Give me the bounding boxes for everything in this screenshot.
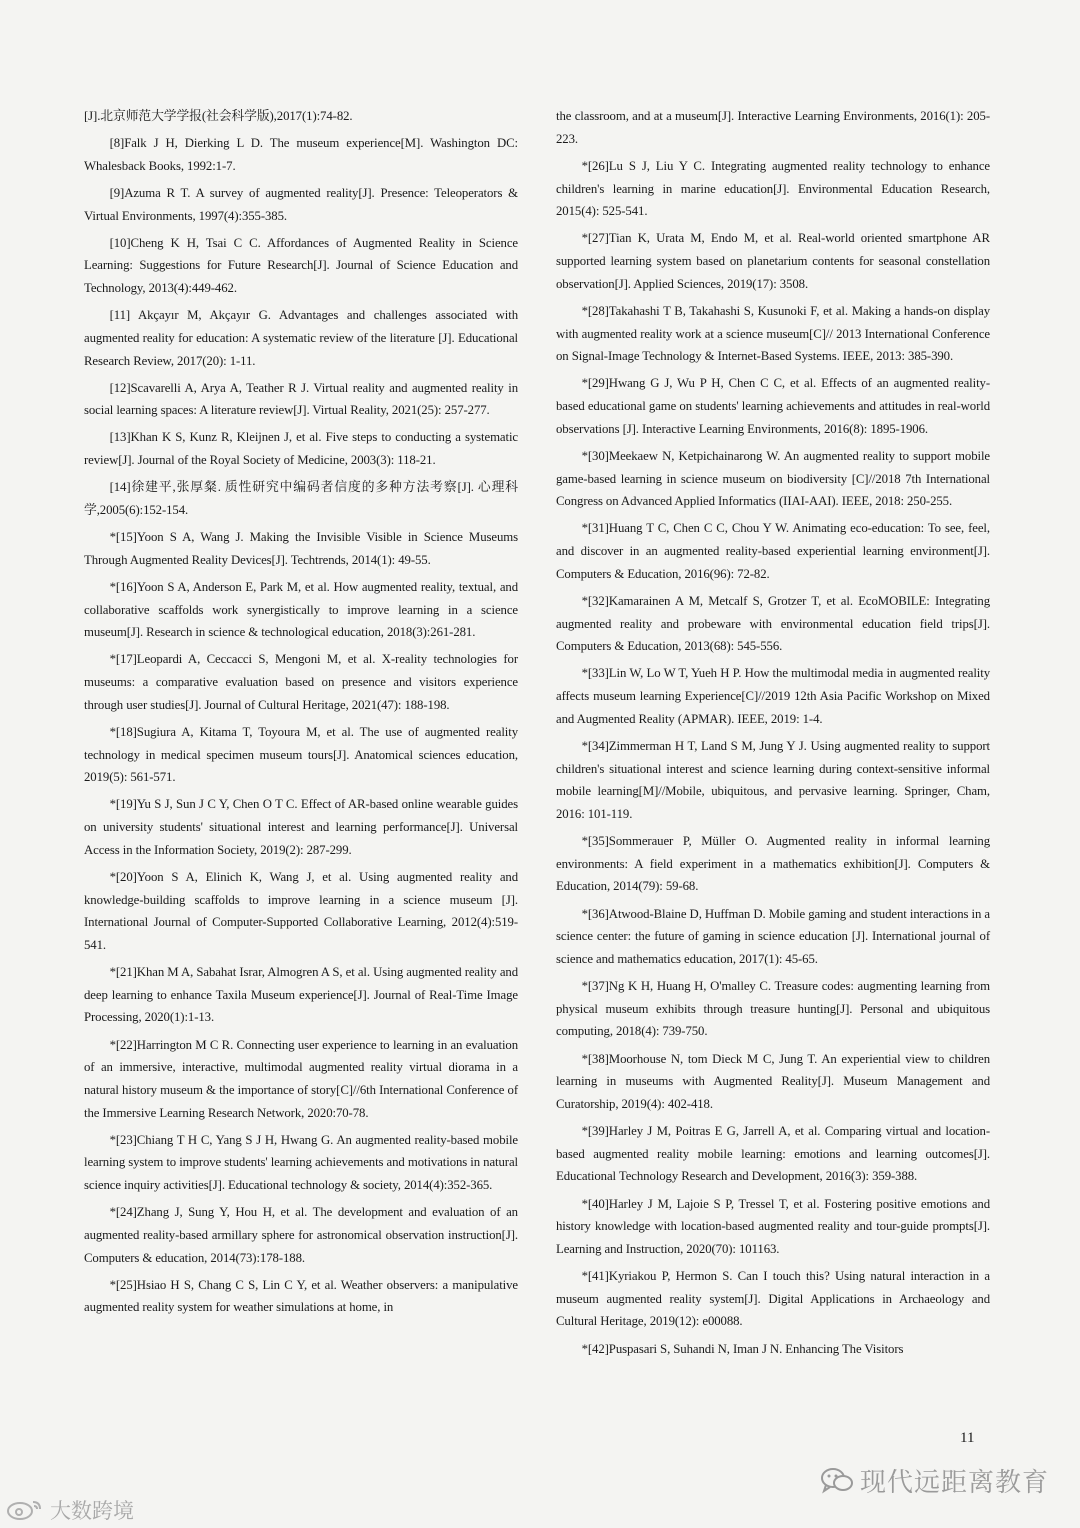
- watermark-account-name: 现代远距离教育: [860, 1468, 1050, 1498]
- reference-entry: [8]Falk J H, Dierking L D. The museum experience[M]. Washington DC: Whalesback Books, 1992:1-7.: [84, 136, 518, 173]
- reference-entry: [14]徐建平,张厚粲. 质性研究中编码者信度的多种方法考察[J]. 心理科学,2005(6):152-154.: [84, 480, 518, 517]
- reference-entry: *[18]Sugiura A, Kitama T, Toyoura M, et al. The use of augmented reality technology in medical specimen museum tours[J]. Anatomical sciences education, 2019(5): 561-571.: [84, 724, 518, 785]
- reference-entry: *[29]Hwang G J, Wu P H, Chen C C, et al. Effects of an augmented reality-based educational game on students' learning achievements and attitudes in real-world observations [J]. Interactive Learning Environments, 2016(8): 1895-1906.: [556, 376, 990, 436]
- reference-entry: *[36]Atwood-Blaine D, Huffman D. Mobile gaming and student interactions in a science center: the future of gaming in science education [J]. International journal of science and mathematics education, 2017(1): 45-65.: [556, 906, 990, 966]
- reference-entry: *[35]Sommerauer P, Müller O. Augmented reality in informal learning environments: A field experiment in a mathematics exhibition[J]. Computers & Education, 2014(79): 59-68.: [556, 834, 990, 894]
- reference-entry: *[33]Lin W, Lo W T, Yueh H P. How the multimodal media in augmented reality affects museum learning Experience[C]//2019 12th Asia Pacific Workshop on Mixed and Augmented Reality (APMAR). IEEE, 2019: 1-4.: [556, 666, 990, 726]
- reference-entry: *[38]Moorhouse N, tom Dieck M C, Jung T. An experiential view to children learning in museums with Augmented Reality[J]. Museum Management and Curatorship, 2019(4): 402-418.: [556, 1051, 990, 1111]
- watermark-weibo: [6, 1495, 134, 1525]
- reference-entry: *[27]Tian K, Urata M, Endo M, et al. Real-world oriented smartphone AR supported learning system based on planetarium contents for seasonal constellation observation[J]. Applied Sciences, 2019(17): 3508.: [556, 231, 990, 291]
- reference-entry: *[31]Huang T C, Chen C C, Chou Y W. Animating eco-education: To see, feel, and discover in an augmented reality-based experiential learning environment[J]. Computers & Education, 2016(96): 72-82.: [556, 521, 990, 581]
- reference-entry: *[30]Meekaew N, Ketpichainarong W. An augmented reality to support mobile game-based learning in science museum on biodiversity [C]//2018 7th International Congress on Advanced Applied Informatics (IIAI-AAI). IEEE, 2018: 250-255.: [556, 448, 990, 509]
- watermark-brand: 大数跨境: [50, 1499, 134, 1523]
- reference-continuation: the classroom, and at a museum[J]. Interactive Learning Environments, 2016(1): 205-223.: [556, 109, 990, 146]
- reference-entry: [11] Akçayır M, Akçayır G. Advantages and challenges associated with augmented reality for education: A systematic review of the literature [J]. Educational Research Review, 2017(20): 1-11.: [84, 308, 518, 368]
- reference-entry: *[26]Lu S J, Liu Y C. Integrating augmented reality technology to enhance children's learning in marine education[J]. Environmental Education Research, 2015(4): 525-541.: [556, 158, 990, 219]
- reference-entry: [12]Scavarelli A, Arya A, Teather R J. Virtual reality and augmented reality in social learning spaces: A literature review[J]. Virtual Reality, 2021(25): 257-277.: [84, 380, 518, 418]
- wechat-icon: [820, 1467, 854, 1495]
- reference-entry: [9]Azuma R T. A survey of augmented reality[J]. Presence: Teleoperators & Virtual Environments, 1997(4):355-385.: [84, 185, 518, 223]
- reference-entry: *[19]Yu S J, Sun J C Y, Chen O T C. Effect of AR-based online wearable guides on university students' situational interest and learning performance[J]. Universal Access in the Information Society, 2019(2): 287-299.: [84, 797, 518, 857]
- reference-entry: *[40]Harley J M, Lajoie S P, Tressel T, et al. Fostering positive emotions and history knowledge with location-based augmented reality and tour-guide prompts[J]. Learning and Instruction, 2020(70): 101163.: [556, 1196, 990, 1256]
- reference-entry: *[16]Yoon S A, Anderson E, Park M, et al. How augmented reality, textual, and collaborative scaffolds work synergistically to improve learning in a science museum[J]. Research in science & technological education, 2018(3):261-281.: [84, 579, 518, 640]
- reference-entry: *[37]Ng K H, Huang H, O'malley C. Treasure codes: augmenting learning from physical museum exhibits through treasure hunting[J]. Personal and ubiquitous computing, 2018(4): 739-750.: [556, 979, 990, 1039]
- reference-entry: *[20]Yoon S A, Elinich K, Wang J, et al. Using augmented reality and knowledge-building scaffolds to improve learning in a science museum [J]. International Journal of Computer-Supported Collaborative Learning, 2012(4):519-541.: [84, 869, 518, 952]
- reference-entry: *[15]Yoon S A, Wang J. Making the Invisible Visible in Science Museums Through Augmented Reality Devices[J]. Techtrends, 2014(1): 49-55.: [84, 530, 518, 567]
- reference-entry: *[32]Kamarainen A M, Metcalf S, Grotzer T, et al. EcoMOBILE: Integrating augmented reality and probeware with environmental education field trips[J]. Computers & Education, 2013(68): 545-556.: [556, 593, 990, 654]
- reference-entry: *[17]Leopardi A, Ceccacci S, Mengoni M, et al. X-reality technologies for museums: a comparative evaluation based on presence and visitors experience through user studies[J]. Journal of Cultural Heritage, 2021(47): 188-198.: [84, 652, 518, 712]
- reference-entry: [10]Cheng K H, Tsai C C. Affordances of Augmented Reality in Science Learning: Suggestions for Future Research[J]. Journal of Science Education and Technology, 2013(4):449-462.: [84, 235, 518, 296]
- page-number: 11: [960, 1430, 975, 1446]
- reference-entry: [13]Khan K S, Kunz R, Kleijnen J, et al. Five steps to conducting a systematic review[J]. Journal of the Royal Society of Medicine, 2003(3): 118-21.: [84, 430, 518, 468]
- reference-entry: *[34]Zimmerman H T, Land S M, Jung Y J. Using augmented reality to support children's situational interest and science learning during context-sensitive informal mobile learning[M]//Mobile, ubiquitous, and pervasive learning. Springer, Cham, 2016: 101-119.: [556, 738, 990, 821]
- weibo-icon: [6, 1498, 46, 1522]
- reference-entry: *[25]Hsiao H S, Chang C S, Lin C Y, et al. Weather observers: a manipulative augmented reality system for weather simulations at home, in: [84, 1277, 518, 1315]
- reference-entry: *[24]Zhang J, Sung Y, Hou H, et al. The development and evaluation of an augmented reality-based armillary sphere for astronomical observation instruction[J]. Computers & education, 2014(73):178-188.: [84, 1205, 518, 1265]
- reference-entry: *[22]Harrington M C R. Connecting user experience to learning in an evaluation of an immersive, interactive, multimodal augmented reality virtual diorama in a natural history museum & the importance of story[C]//6th International Conference of the Immersive Learning Research Network, 2020:70-78.: [84, 1037, 518, 1120]
- reference-continuation: [J].北京师范大学学报(社会科学版),2017(1):74-82.: [84, 109, 353, 123]
- reference-entry: *[23]Chiang T H C, Yang S J H, Hwang G. An augmented reality-based mobile learning system to improve students' learning achievements and motivations in natural science inquiry activities[J]. Educational technology & society, 2014(4):352-365.: [84, 1132, 518, 1193]
- reference-entry: *[21]Khan M A, Sabahat Israr, Almogren A S, et al. Using augmented reality and deep learning to enhance Taxila Museum experience[J]. Journal of Real-Time Image Processing, 2020(1):1-13.: [84, 965, 518, 1025]
- reference-entry: *[41]Kyriakou P, Hermon S. Can I touch this? Using natural interaction in a museum augmented reality system[J]. Digital Applications in Archaeology and Cultural Heritage, 2019(12): e00088.: [556, 1269, 990, 1329]
- left-column: [84, 105, 518, 1324]
- right-column: [556, 105, 990, 1365]
- reference-entry: *[39]Harley J M, Poitras E G, Jarrell A, et al. Comparing virtual and location-based augmented reality mobile learning: emotions and learning outcomes[J]. Educational Technology Research and Development, 2016(3): 359-388.: [556, 1124, 990, 1184]
- reference-entry: *[42]Puspasari S, Suhandi N, Iman J N. Enhancing The Visitors: [581, 1341, 904, 1356]
- reference-entry: *[28]Takahashi T B, Takahashi S, Kusunoki F, et al. Making a hands-on display with augmented reality work at a science museum[C]// 2013 International Conference on Signal-Image Technology & Internet-Based Systems. IEEE, 2013: 385-390.: [556, 303, 990, 364]
- watermark-wechat-account: [820, 1462, 1049, 1499]
